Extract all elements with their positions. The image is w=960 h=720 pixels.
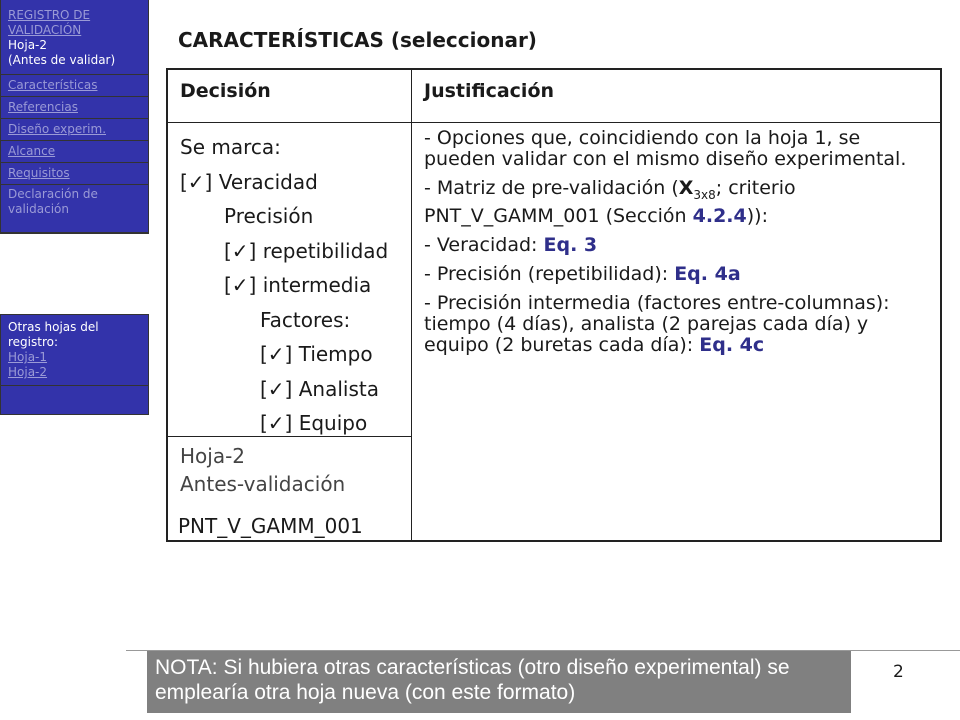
page-title: CARACTERÍSTICAS (seleccionar)	[178, 28, 537, 52]
current-sheet-state: (Antes de validar)	[8, 53, 116, 67]
decision-list	[180, 130, 388, 441]
hoja-2-link[interactable]: Hoja-2	[8, 365, 48, 379]
check-intermedia[interactable]: [✓] intermedia	[224, 273, 372, 297]
check-analista[interactable]: [✓] Analista	[260, 376, 379, 401]
check-veracidad[interactable]: [✓] Veracidad	[180, 169, 318, 194]
check-tiempo[interactable]: [✓] Tiempo	[260, 342, 373, 366]
note-box: NOTA: Si hubiera otras características (otro diseño experimental) se emplearía otra hoja nueva (con este formato)	[147, 651, 851, 713]
characteristics-table	[166, 68, 942, 542]
sheet-name: Hoja-2	[180, 444, 246, 468]
nav-link-diseno[interactable]: Diseño experim.	[1, 119, 148, 141]
nav-link-alcance[interactable]: Alcance	[1, 141, 148, 163]
nav-link-referencias[interactable]: Referencias	[1, 97, 148, 119]
registro-link[interactable]: REGISTRO DE VALIDACIÓN	[8, 8, 91, 37]
nav-link-caracteristicas[interactable]: Características	[1, 75, 148, 97]
check-equipo[interactable]: [✓] Equipo	[260, 411, 368, 435]
current-sheet: Hoja-2	[8, 38, 48, 52]
header-divider	[168, 122, 940, 123]
header-justificacion: Justificación	[424, 80, 555, 102]
factores-label: Factores:	[260, 307, 351, 332]
check-repetibilidad[interactable]: [✓] repetibilidad	[224, 238, 389, 263]
nav-link-requisitos[interactable]: Requisitos	[1, 163, 148, 185]
procedure-code: PNT_V_GAMM_001	[178, 514, 363, 538]
precision-label: Precisión	[224, 204, 314, 228]
header-decision: Decisión	[180, 80, 271, 102]
justification-5: - Precisión intermedia (factores entre-columnas): tiempo (4 días), analista (2 parejas cada día) y equipo (2 buretas cada día): Eq. 4c	[424, 291, 890, 356]
justification-4: - Precisión (repetibilidad): Eq. 4a	[424, 262, 741, 285]
sheet-info	[180, 442, 345, 498]
other-sheets-label: Otras hojas del registro:	[8, 320, 99, 349]
nav-header	[1, 0, 148, 75]
nav-item-declaracion: Declaración de validación	[1, 185, 148, 233]
justification-1: - Opciones que, coincidiendo con la hoja 1, se pueden validar con el mismo diseño experimental.	[424, 127, 907, 170]
column-divider	[411, 70, 412, 540]
sheet-state: Antes-validación	[180, 472, 346, 496]
se-marca: Se marca:	[180, 135, 281, 159]
justification-3: - Veracidad: Eq. 3	[424, 233, 598, 256]
justification-2: - Matriz de pre-validación ($X_{3x8}$; criterio PNT_V_GAMM_001 (Sección 4.2.4)):	[424, 177, 796, 227]
other-sheets-cell	[1, 315, 148, 386]
nav-panel	[0, 0, 149, 234]
justification-text	[424, 128, 934, 364]
page-number: 2	[893, 662, 904, 682]
other-sheets-panel	[0, 314, 149, 415]
hoja-1-link[interactable]: Hoja-1	[8, 350, 48, 364]
empty-cell	[1, 386, 148, 414]
